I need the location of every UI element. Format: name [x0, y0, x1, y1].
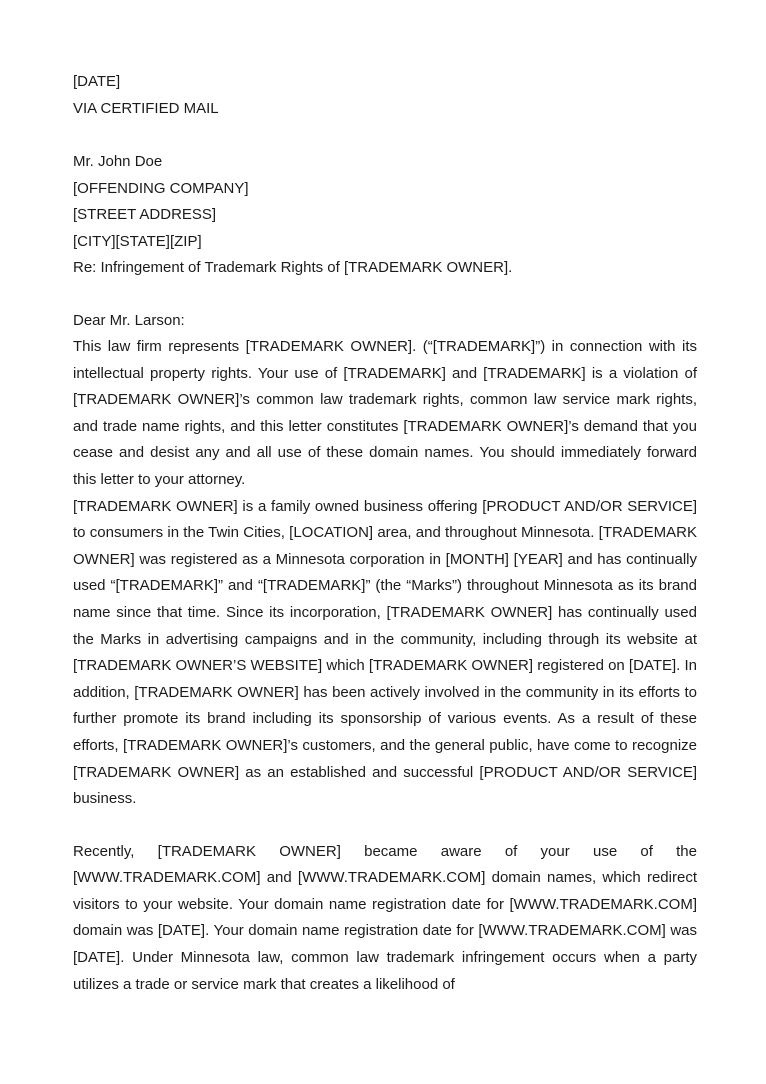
- recipient-name: Mr. John Doe: [73, 153, 163, 170]
- delivery-method: VIA CERTIFIED MAIL: [73, 99, 219, 117]
- body-paragraph-3: Recently, [TRADEMARK OWNER] became aware of your use of the [WWW.TRADEMARK.COM] and [WWW.TRADEMARK.COM] domain names, which redirect visitors to your website. Your domain name registration date for [WWW.TRADEMARK.COM] domain was [DATE]. Your domain name registration date for [WWW.TRADEMARK.COM] was [DATE]. Under Minnesota law, common law trademark infringement occurs when a party utilizes a trade or service mark that creates a likelihood of: [73, 842, 697, 993]
- recipient-street: [STREET ADDRESS]: [73, 206, 217, 223]
- recipient-city-state-zip: [CITY][STATE][ZIP]: [73, 232, 202, 250]
- spacer: [73, 282, 697, 308]
- subject-line: Re: Infringement of Trademark Rights of [TRADEMARK OWNER].: [73, 259, 513, 276]
- body-paragraph-2: [TRADEMARK OWNER] is a family owned business offering [PRODUCT AND/OR SERVICE] to consumers in the Twin Cities, [LOCATION] area, and throughout Minnesota. [TRADEMARK OWNER] was registered as a Minnesota corporation in [MONTH] [YEAR] and has continually used “[TRADEMARK]” and “[TRADEMARK]” (the “Marks”) throughout Minnesota as its brand name since that time. Since its incorporation, [TRADEMARK OWNER] has continually used the Marks in advertising campaigns and in the community, including through its website at [TRADEMARK OWNER’S WEBSITE] which [TRADEMARK OWNER] registered on [DATE]. In addition, [TRADEMARK OWNER] has been actively involved in the community in its efforts to further promote its brand including its sponsorship of various events. As a result of these efforts, [TRADEMARK OWNER]’s customers, and the general public, have come to recognize [TRADEMARK OWNER] as an established and successful [PRODUCT AND/OR SERVICE] business.: [73, 497, 698, 808]
- letter-date: [DATE]: [73, 73, 121, 90]
- body-paragraph-1: This law firm represents [TRADEMARK OWNER]. (“[TRADEMARK]”) in connection with its intellectual property rights. Your use of [TRADEMARK] and [TRADEMARK] is a violation of [TRADEMARK OWNER]’s common law trademark rights, common law service mark rights, and trade name rights, and this letter constitutes [TRADEMARK OWNER]’s demand that you cease and desist any and all use of these domain names. You should immediately forward this letter to your attorney.: [73, 338, 697, 488]
- salutation: Dear Mr. Larson:: [73, 311, 185, 329]
- recipient-company: [OFFENDING COMPANY]: [73, 179, 249, 197]
- recipient-block: [73, 149, 697, 255]
- spacer: [73, 122, 697, 149]
